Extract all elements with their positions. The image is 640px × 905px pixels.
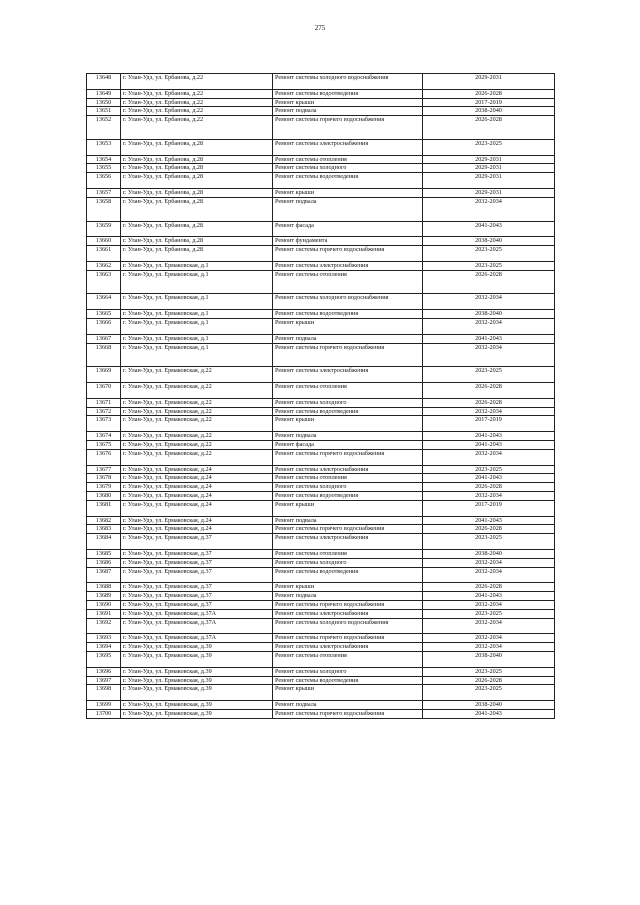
table-row [87,583,555,592]
row-period: 2032-2034 [423,449,555,465]
table-row [87,492,555,501]
row-address: г. Улан-Удэ, ул. Ермаковская, д.22 [121,416,273,432]
row-number: 13671 [87,398,121,407]
row-address: г. Улан-Удэ, ул. Ермаковская, д.24 [121,492,273,501]
table-row [87,534,555,550]
table-row [87,500,555,516]
table-row [87,221,555,237]
row-number: 13690 [87,601,121,610]
row-number: 13697 [87,676,121,685]
row-work-type: Ремонт системы водоотведения [273,492,423,501]
row-number: 13649 [87,89,121,98]
row-address: г. Улан-Удэ, ул. Ермаковская, д.22 [121,441,273,450]
row-number: 13673 [87,416,121,432]
row-address: г. Улан-Удэ, ул. Ербанова, д.28 [121,246,273,262]
row-address: г. Улан-Удэ, ул. Ермаковская, д.22 [121,432,273,441]
row-address: г. Улан-Удэ, ул. Ербанова, д.28 [121,197,273,221]
row-period: 2026-2028 [423,116,555,140]
row-number: 13681 [87,500,121,516]
row-work-type: Ремонт крыши [273,189,423,198]
table-row [87,407,555,416]
row-period: 2041-2043 [423,516,555,525]
row-period: 2032-2034 [423,197,555,221]
row-address: г. Улан-Удэ, ул. Ербанова, д.22 [121,116,273,140]
row-address: г. Улан-Удэ, ул. Ермаковская, д.37 [121,558,273,567]
row-work-type: Ремонт системы горячего водоснабжения [273,116,423,140]
row-address: г. Улан-Удэ, ул. Ермаковская, д.37А [121,618,273,634]
table-row [87,107,555,116]
table-row [87,139,555,155]
table-row [87,343,555,367]
row-work-type: Ремонт крыши [273,685,423,701]
row-period: 2026-2028 [423,398,555,407]
row-address: г. Улан-Удэ, ул. Ермаковская, д.1 [121,270,273,294]
row-work-type: Ремонт системы холодного [273,398,423,407]
row-period: 2041-2043 [423,441,555,450]
row-number: 13687 [87,567,121,583]
row-work-type: Ремонт системы электроснабжения [273,534,423,550]
table-row [87,567,555,583]
row-work-type: Ремонт системы водоотведения [273,676,423,685]
row-work-type: Ремонт подвала [273,334,423,343]
row-number: 13685 [87,550,121,559]
row-period: 2032-2034 [423,558,555,567]
row-number: 13672 [87,407,121,416]
row-period: 2023-2025 [423,609,555,618]
row-work-type: Ремонт системы электроснабжения [273,643,423,652]
row-work-type: Ремонт крыши [273,98,423,107]
row-period: 2029-2031 [423,173,555,189]
row-work-type: Ремонт системы водоотведения [273,173,423,189]
row-number: 13684 [87,534,121,550]
row-address: г. Улан-Удэ, ул. Ермаковская, д.37 [121,592,273,601]
row-number: 13691 [87,609,121,618]
table-row [87,416,555,432]
table-row [87,441,555,450]
table-row [87,474,555,483]
row-address: г. Улан-Удэ, ул. Ермаковская, д.39 [121,643,273,652]
row-period: 2032-2034 [423,492,555,501]
row-address: г. Улан-Удэ, ул. Ермаковская, д.22 [121,449,273,465]
row-work-type: Ремонт крыши [273,500,423,516]
row-address: г. Улан-Удэ, ул. Ермаковская, д.37 [121,534,273,550]
row-number: 13659 [87,221,121,237]
row-address: г. Улан-Удэ, ул. Ермаковская, д.24 [121,525,273,534]
row-address: г. Улан-Удэ, ул. Ермаковская, д.24 [121,474,273,483]
table-row [87,237,555,246]
row-work-type: Ремонт системы холодного водоснабжения [273,618,423,634]
row-work-type: Ремонт системы холодного водоснабжения [273,294,423,310]
row-address: г. Улан-Удэ, ул. Ермаковская, д.37 [121,567,273,583]
table-row [87,173,555,189]
row-period: 2023-2025 [423,261,555,270]
row-address: г. Улан-Удэ, ул. Ербанова, д.28 [121,189,273,198]
row-address: г. Улан-Удэ, ул. Ербанова, д.22 [121,107,273,116]
row-work-type: Ремонт системы отопления [273,652,423,668]
table-row [87,367,555,383]
row-number: 13650 [87,98,121,107]
table-row [87,449,555,465]
row-address: г. Улан-Удэ, ул. Ермаковская, д.39 [121,652,273,668]
row-work-type: Ремонт подвала [273,592,423,601]
row-work-type: Ремонт фасада [273,441,423,450]
row-period: 2023-2025 [423,246,555,262]
row-number: 13669 [87,367,121,383]
row-period: 2023-2025 [423,367,555,383]
row-address: г. Улан-Удэ, ул. Ермаковская, д.39 [121,685,273,701]
row-number: 13663 [87,270,121,294]
row-work-type: Ремонт крыши [273,319,423,335]
table-row [87,516,555,525]
row-period: 2041-2043 [423,474,555,483]
row-number: 13679 [87,483,121,492]
row-work-type: Ремонт подвала [273,701,423,710]
row-period: 2032-2034 [423,319,555,335]
row-period: 2038-2040 [423,550,555,559]
row-period: 2041-2043 [423,592,555,601]
row-address: г. Улан-Удэ, ул. Ермаковская, д.24 [121,516,273,525]
row-work-type: Ремонт системы горячего водоснабжения [273,343,423,367]
table-row [87,525,555,534]
row-period: 2038-2040 [423,701,555,710]
row-period: 2038-2040 [423,237,555,246]
row-number: 13696 [87,667,121,676]
row-period: 2029-2031 [423,155,555,164]
row-period: 2017-2019 [423,98,555,107]
table-row [87,398,555,407]
row-number: 13689 [87,592,121,601]
row-period: 2032-2034 [423,643,555,652]
row-period: 2023-2025 [423,139,555,155]
table-row [87,294,555,310]
row-work-type: Ремонт крыши [273,583,423,592]
row-work-type: Ремонт системы горячего водоснабжения [273,449,423,465]
table-row [87,643,555,652]
row-number: 13657 [87,189,121,198]
row-period: 2029-2031 [423,189,555,198]
row-number: 13653 [87,139,121,155]
row-period: 2026-2028 [423,89,555,98]
row-work-type: Ремонт системы горячего водоснабжения [273,246,423,262]
row-address: г. Улан-Удэ, ул. Ермаковская, д.39 [121,701,273,710]
row-address: г. Улан-Удэ, ул. Ермаковская, д.24 [121,465,273,474]
row-period: 2026-2028 [423,676,555,685]
row-work-type: Ремонт системы холодного [273,667,423,676]
row-number: 13692 [87,618,121,634]
row-period: 2026-2028 [423,270,555,294]
row-number: 13668 [87,343,121,367]
row-period: 2026-2028 [423,383,555,399]
row-work-type: Ремонт системы водоотведения [273,407,423,416]
row-number: 13656 [87,173,121,189]
row-period: 2038-2040 [423,310,555,319]
row-work-type: Ремонт системы горячего водоснабжения [273,710,423,719]
row-work-type: Ремонт системы водоотведения [273,310,423,319]
row-work-type: Ремонт подвала [273,197,423,221]
row-work-type: Ремонт крыши [273,416,423,432]
repair-schedule-table [86,73,555,719]
row-address: г. Улан-Удэ, ул. Ербанова, д.28 [121,155,273,164]
row-period: 2017-2019 [423,500,555,516]
row-number: 13675 [87,441,121,450]
row-number: 13658 [87,197,121,221]
row-work-type: Ремонт системы отопления [273,550,423,559]
table-row [87,164,555,173]
row-address: г. Улан-Удэ, ул. Ермаковская, д.24 [121,483,273,492]
row-work-type: Ремонт фасада [273,221,423,237]
row-number: 13677 [87,465,121,474]
row-address: г. Улан-Удэ, ул. Ермаковская, д.1 [121,310,273,319]
row-period: 2026-2028 [423,525,555,534]
table-row [87,592,555,601]
row-work-type: Ремонт системы электроснабжения [273,139,423,155]
row-work-type: Ремонт системы электроснабжения [273,367,423,383]
row-number: 13695 [87,652,121,668]
row-address: г. Улан-Удэ, ул. Ермаковская, д.37 [121,601,273,610]
row-number: 13698 [87,685,121,701]
row-period: 2032-2034 [423,634,555,643]
row-number: 13700 [87,710,121,719]
table-row [87,483,555,492]
row-period: 2041-2043 [423,221,555,237]
table-row [87,74,555,90]
row-address: г. Улан-Удэ, ул. Ермаковская, д.39 [121,667,273,676]
row-number: 13661 [87,246,121,262]
row-period: 2023-2025 [423,667,555,676]
row-number: 13686 [87,558,121,567]
table-row [87,319,555,335]
row-address: г. Улан-Удэ, ул. Ермаковская, д.1 [121,343,273,367]
row-period: 2032-2034 [423,567,555,583]
table-row [87,685,555,701]
row-period: 2041-2043 [423,334,555,343]
table-row [87,155,555,164]
table-row [87,98,555,107]
row-number: 13652 [87,116,121,140]
row-address: г. Улан-Удэ, ул. Ербанова, д.28 [121,221,273,237]
row-work-type: Ремонт системы холодного [273,164,423,173]
row-period: 2032-2034 [423,294,555,310]
row-period: 2032-2034 [423,601,555,610]
row-work-type: Ремонт системы водоотведения [273,89,423,98]
row-work-type: Ремонт системы холодного водоснабжения [273,74,423,90]
table-row [87,310,555,319]
table-row [87,667,555,676]
row-number: 13655 [87,164,121,173]
table-row [87,432,555,441]
row-period: 2038-2040 [423,652,555,668]
row-number: 13674 [87,432,121,441]
row-period: 2017-2019 [423,416,555,432]
row-work-type: Ремонт системы горячего водоснабжения [273,634,423,643]
row-number: 13662 [87,261,121,270]
row-work-type: Ремонт подвала [273,107,423,116]
row-address: г. Улан-Удэ, ул. Ермаковская, д.39 [121,710,273,719]
row-address: г. Улан-Удэ, ул. Ермаковская, д.22 [121,407,273,416]
row-address: г. Улан-Удэ, ул. Ербанова, д.28 [121,139,273,155]
row-period: 2041-2043 [423,710,555,719]
row-address: г. Улан-Удэ, ул. Ербанова, д.28 [121,173,273,189]
table-row [87,601,555,610]
row-number: 13666 [87,319,121,335]
row-number: 13664 [87,294,121,310]
table-row [87,710,555,719]
row-number: 13680 [87,492,121,501]
row-number: 13693 [87,634,121,643]
row-period: 2032-2034 [423,343,555,367]
table-row [87,189,555,198]
table-row [87,609,555,618]
table-row [87,634,555,643]
table-row [87,465,555,474]
row-work-type: Ремонт системы отопления [273,270,423,294]
row-work-type: Ремонт системы электроснабжения [273,465,423,474]
row-work-type: Ремонт системы холодного [273,483,423,492]
row-period: 2041-2043 [423,432,555,441]
row-address: г. Улан-Удэ, ул. Ербанова, д.28 [121,237,273,246]
row-number: 13648 [87,74,121,90]
row-address: г. Улан-Удэ, ул. Ермаковская, д.1 [121,294,273,310]
table-row [87,270,555,294]
table-row [87,618,555,634]
row-address: г. Улан-Удэ, ул. Ермаковская, д.22 [121,367,273,383]
row-period: 2038-2040 [423,107,555,116]
row-period: 2029-2031 [423,74,555,90]
row-work-type: Ремонт системы водоотведения [273,567,423,583]
row-address: г. Улан-Удэ, ул. Ербанова, д.22 [121,98,273,107]
row-number: 13678 [87,474,121,483]
row-address: г. Улан-Удэ, ул. Ермаковская, д.37А [121,609,273,618]
table-row [87,676,555,685]
row-work-type: Ремонт системы горячего водоснабжения [273,601,423,610]
row-work-type: Ремонт системы электроснабжения [273,261,423,270]
row-address: г. Улан-Удэ, ул. Ермаковская, д.1 [121,319,273,335]
table-row [87,89,555,98]
row-address: г. Улан-Удэ, ул. Ермаковская, д.37 [121,550,273,559]
row-address: г. Улан-Удэ, ул. Ермаковская, д.39 [121,676,273,685]
row-period: 2026-2028 [423,583,555,592]
table-row [87,334,555,343]
row-number: 13688 [87,583,121,592]
row-work-type: Ремонт системы холодного [273,558,423,567]
row-address: г. Улан-Удэ, ул. Ербанова, д.28 [121,164,273,173]
row-address: г. Улан-Удэ, ул. Ермаковская, д.22 [121,398,273,407]
row-number: 13660 [87,237,121,246]
row-work-type: Ремонт фундамента [273,237,423,246]
row-number: 13676 [87,449,121,465]
table-row [87,550,555,559]
row-work-type: Ремонт системы отопления [273,474,423,483]
row-number: 13670 [87,383,121,399]
row-number: 13654 [87,155,121,164]
page-number: 275 [314,24,326,32]
table-row [87,261,555,270]
row-address: г. Улан-Удэ, ул. Ермаковская, д.24 [121,500,273,516]
row-number: 13682 [87,516,121,525]
row-number: 13667 [87,334,121,343]
row-work-type: Ремонт подвала [273,516,423,525]
row-address: г. Улан-Удэ, ул. Ермаковская, д.22 [121,383,273,399]
row-work-type: Ремонт системы электроснабжения [273,609,423,618]
table-row [87,116,555,140]
table-row [87,701,555,710]
row-number: 13683 [87,525,121,534]
row-period: 2032-2034 [423,618,555,634]
row-address: г. Улан-Удэ, ул. Ербанова, д.22 [121,89,273,98]
table-row [87,558,555,567]
row-period: 2023-2025 [423,685,555,701]
row-period: 2026-2028 [423,483,555,492]
row-period: 2029-2031 [423,164,555,173]
table-row [87,383,555,399]
row-work-type: Ремонт системы отопления [273,383,423,399]
row-number: 13665 [87,310,121,319]
row-address: г. Улан-Удэ, ул. Ермаковская, д.37А [121,634,273,643]
row-address: г. Улан-Удэ, ул. Ермаковская, д.37 [121,583,273,592]
row-number: 13694 [87,643,121,652]
row-address: г. Улан-Удэ, ул. Ермаковская, д.1 [121,261,273,270]
row-period: 2032-2034 [423,407,555,416]
row-address: г. Улан-Удэ, ул. Ермаковская, д.1 [121,334,273,343]
row-work-type: Ремонт подвала [273,432,423,441]
row-work-type: Ремонт системы отопления [273,155,423,164]
row-period: 2023-2025 [423,534,555,550]
table-body [87,74,555,719]
row-number: 13651 [87,107,121,116]
row-work-type: Ремонт системы горячего водоснабжения [273,525,423,534]
table-row [87,652,555,668]
row-address: г. Улан-Удэ, ул. Ербанова, д.22 [121,74,273,90]
row-number: 13699 [87,701,121,710]
table-row [87,197,555,221]
table-row [87,246,555,262]
row-period: 2023-2025 [423,465,555,474]
